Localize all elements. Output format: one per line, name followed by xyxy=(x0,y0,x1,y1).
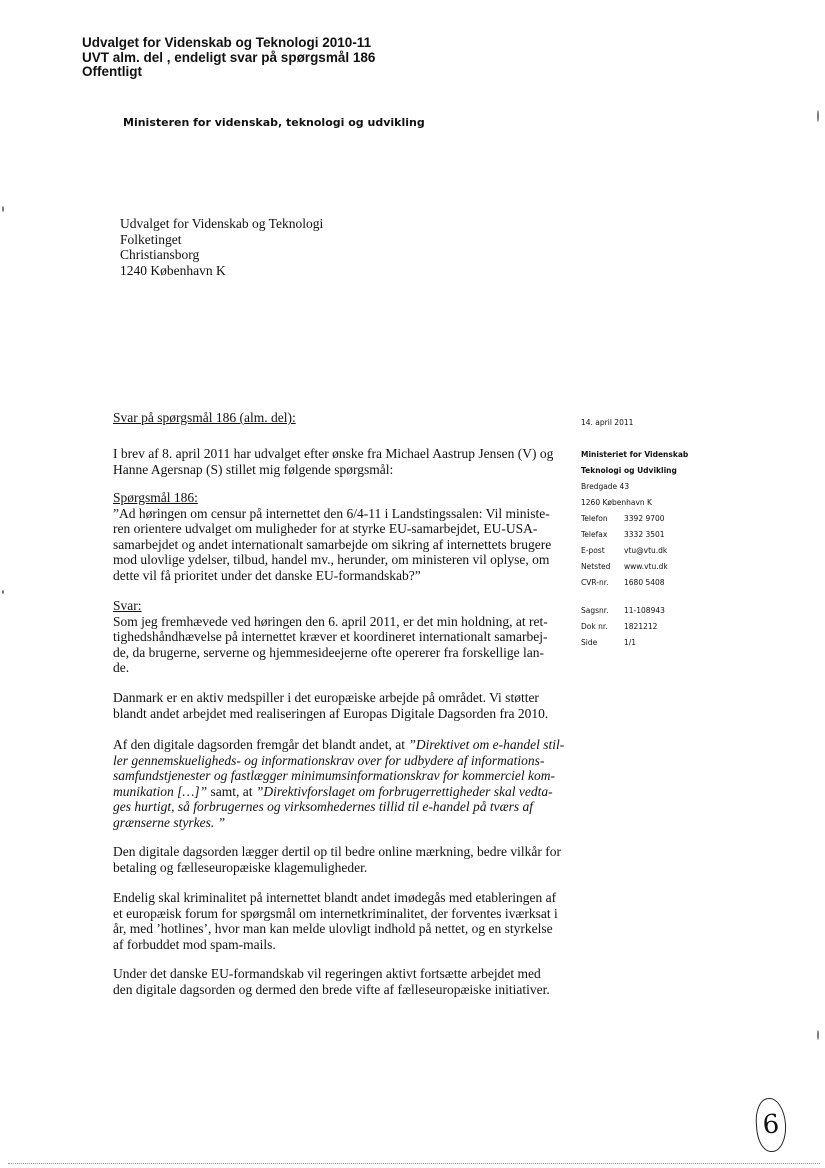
contact-row xyxy=(581,543,688,559)
answer-line xyxy=(113,784,553,800)
intro-line: I brev af 8. april 2011 har udvalget efter ønske fra Michael Aastrup Jensen (V) og xyxy=(113,446,554,461)
contact-label: Telefax xyxy=(581,530,608,539)
ref-row xyxy=(581,619,665,635)
contact-row xyxy=(581,559,688,575)
ref-value: 1821212 xyxy=(624,622,658,631)
contact-row xyxy=(581,511,688,527)
contact-value: 3332 3501 xyxy=(624,530,665,539)
scan-bottom-edge xyxy=(8,1163,820,1164)
answer-line: grænserne styrkes. ” xyxy=(113,814,226,830)
answer-line: den digitale dagsorden og dermed den brede vifte af fælleseuropæiske initiativer. xyxy=(113,981,550,997)
sender-city: 1260 København K xyxy=(581,498,652,507)
contact-label: Telefon xyxy=(581,514,608,523)
contact-value: 3392 9700 xyxy=(624,514,665,523)
answer-line: samfundstjenester og fastlægger minimumsinformationskrav for kommerciel kom- xyxy=(113,768,555,784)
contact-label: Netsted xyxy=(581,562,611,571)
question-line: ren orientere udvalget om muligheder for at styrke EU-samarbejdet, EU-USA- xyxy=(113,521,538,537)
letter-heading: Svar på spørgsmål 186 (alm. del): xyxy=(113,410,296,425)
question-line: dette vil få prioritet under det danske EU-formandskab?” xyxy=(113,567,421,583)
ref-row xyxy=(581,635,665,651)
text-run: Af den digitale dagsorden fremgår det blandt andet, at xyxy=(113,737,409,752)
ministry-title: Ministeren for videnskab, teknologi og udvikling xyxy=(123,116,425,129)
ref-label: Dok nr. xyxy=(581,622,608,631)
answer-heading: Svar: xyxy=(113,598,142,613)
letter-date: 14. april 2011 xyxy=(581,418,634,427)
contact-value: www.vtu.dk xyxy=(624,562,668,571)
quote-run: ”Direktivforslaget om forbrugerrettigheder skal vedta- xyxy=(255,783,553,799)
question-section xyxy=(113,490,553,584)
answer-line xyxy=(113,737,565,753)
sender-street: Bredgade 43 xyxy=(581,482,630,491)
question-line: samarbejdet og andet internationalt samarbejde om sikring af internettets brugere xyxy=(113,536,552,552)
document-refs xyxy=(581,603,665,651)
answer-paragraph-5 xyxy=(113,890,558,952)
answer-line: blandt andet arbejdet med realiseringen af Europas Digitale Dagsorden fra 2010. xyxy=(113,705,549,721)
question-line: mod ulovlige ydelser, tilbud, handel mv., herunder, om ministeren vil oplyse, om xyxy=(113,552,550,568)
contact-value: vtu@vtu.dk xyxy=(624,546,668,555)
answer-line: Under det danske EU-formandskab vil regeringen aktivt fortsætte arbejdet med xyxy=(113,966,541,981)
answer-line: Som jeg fremhævede ved høringen den 6. april 2011, er det min holdning, at ret- xyxy=(113,613,548,629)
answer-line: af forbuddet mod spam-mails. xyxy=(113,936,276,952)
answer-line: år, med ’hotlines’, hvor man kan melde ulovligt indhold på nettet, og en styrkelse xyxy=(113,921,553,937)
address-line-4: 1240 København K xyxy=(120,262,226,278)
sender-org-line-2: Teknologi og Udvikling xyxy=(581,466,677,475)
contact-row xyxy=(581,575,688,591)
answer-line: Danmark er en aktiv medspiller i det europæiske arbejde på området. Vi støtter xyxy=(113,690,539,705)
ref-value: 1/1 xyxy=(624,638,637,647)
question-heading: Spørgsmål 186: xyxy=(113,490,198,505)
answer-line: Den digitale dagsorden lægger dertil op til bedre online mærkning, bedre vilkår for xyxy=(113,844,562,859)
stamp-line-1: Udvalget for Videnskab og Teknologi 2010-11 xyxy=(82,35,372,50)
ref-value: 11-108943 xyxy=(624,606,665,615)
handwritten-page-number: 6 xyxy=(754,1097,788,1153)
stamp-line-3: Offentligt xyxy=(82,64,142,79)
ref-label: Side xyxy=(581,638,598,647)
answer-line: betaling og fælleseuropæiske klagemuligheder. xyxy=(113,859,368,875)
ref-label: Sagsnr. xyxy=(581,606,609,615)
answer-section xyxy=(113,598,553,676)
answer-paragraph-6 xyxy=(113,966,553,997)
answer-paragraph-4 xyxy=(113,844,562,875)
answer-line: de. xyxy=(113,660,130,676)
quote-run: ”Direktivet om e-handel stil- xyxy=(408,737,565,752)
committee-stamp xyxy=(82,36,375,80)
address-line-2: Folketinget xyxy=(120,231,182,247)
question-line: ”Ad høringen om censur på internettet den 6/4-11 i Landstingssalen: Vil ministe- xyxy=(113,505,550,521)
sender-org-line-1: Ministeriet for Videnskab xyxy=(581,450,689,459)
quote-run: munikation […]” xyxy=(113,783,208,799)
contact-label: E-post xyxy=(581,546,605,555)
ref-row xyxy=(581,603,665,619)
recipient-address xyxy=(120,216,323,278)
answer-paragraph-2 xyxy=(113,690,553,721)
scan-speck xyxy=(2,590,4,594)
answer-line: ler gennemskueligheds- og informationskrav over for udbydere af informations- xyxy=(113,752,545,768)
address-line-1: Udvalget for Videnskab og Teknologi xyxy=(120,216,324,231)
scan-speck xyxy=(817,1030,819,1040)
sender-info xyxy=(581,447,688,591)
answer-line: de, da brugerne, serverne og hjemmesideejerne ofte opererer fra forskellige lan- xyxy=(113,644,545,660)
answer-line: et europæisk forum for spørgsmål om internetkriminalitet, der forventes iværksat i xyxy=(113,905,558,921)
answer-line: ges hurtigt, så forbrugernes og virksomhedernes tillid til e-handel på tværs af xyxy=(113,799,533,815)
intro-line: Hanne Agersnap (S) stillet mig følgende spørgsmål: xyxy=(113,461,394,477)
contact-label: CVR-nr. xyxy=(581,578,609,587)
stamp-line-2: UVT alm. del , endeligt svar på spørgsmål 186 xyxy=(82,49,376,65)
answer-paragraph-3 xyxy=(113,737,565,831)
scan-speck xyxy=(2,206,4,212)
contact-row xyxy=(581,527,688,543)
answer-line: tighedshåndhævelse på internettet kræver et koordineret internationalt samarbej- xyxy=(113,629,548,645)
contact-value: 1680 5408 xyxy=(624,578,665,587)
address-line-3: Christiansborg xyxy=(120,247,200,262)
scan-speck xyxy=(817,110,819,122)
answer-line: Endelig skal kriminalitet på internettet blandt andet imødegås med etableringen af xyxy=(113,890,557,905)
text-run: samt, at xyxy=(207,783,256,799)
intro-paragraph xyxy=(113,446,553,477)
